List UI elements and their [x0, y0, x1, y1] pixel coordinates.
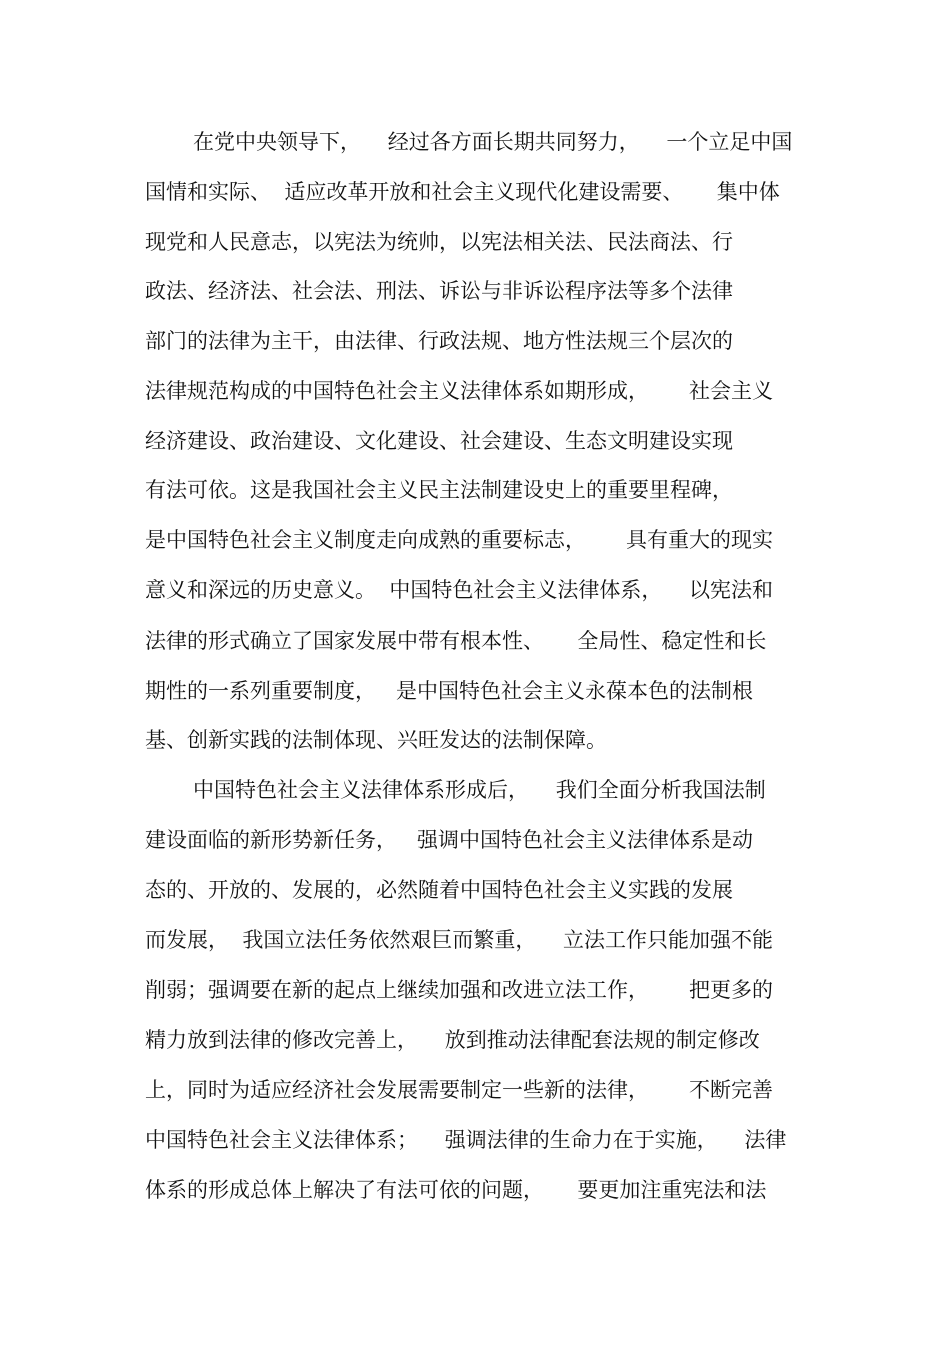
paragraph-1-line-8: 有法可依。这是我国社会主义民主法制建设史上的重要里程碑， — [145, 478, 733, 502]
paragraph-1-line-3: 现党和人民意志，以宪法为统帅，以宪法相关法、民法商法、行 — [145, 230, 733, 254]
paragraph-1-line-1: 在党中央领导下， 经过各方面长期共同努力， 一个立足中国 — [193, 130, 793, 154]
paragraph-1-line-12: 期性的一系列重要制度， 是中国特色社会主义永葆本色的法制根 — [145, 679, 754, 703]
paragraph-1-line-5: 部门的法律为主干，由法律、行政法规、地方性法规三个层次的 — [145, 329, 733, 353]
paragraph-1-line-6: 法律规范构成的中国特色社会主义法律体系如期形成， 社会主义 — [145, 379, 774, 403]
paragraph-1-line-4: 政法、经济法、社会法、刑法、诉讼与非诉讼程序法等多个法律 — [145, 279, 733, 303]
paragraph-2-line-6: 精力放到法律的修改完善上， 放到推动法律配套法规的制定修改 — [145, 1028, 760, 1052]
paragraph-2-line-5: 削弱；强调要在新的起点上继续加强和改进立法工作， 把更多的 — [145, 978, 774, 1002]
paragraph-2-line-4: 而发展， 我国立法任务依然艰巨而繁重， 立法工作只能加强不能 — [145, 928, 774, 952]
paragraph-1-line-10: 意义和深远的历史意义。 中国特色社会主义法律体系， 以宪法和 — [145, 578, 774, 602]
paragraph-1-line-11: 法律的形式确立了国家发展中带有根本性、 全局性、稳定性和长 — [145, 629, 767, 653]
paragraph-1-line-2: 国情和实际、 适应改革开放和社会主义现代化建设需要、 集中体 — [145, 180, 780, 204]
paragraph-2-line-1: 中国特色社会主义法律体系形成后， 我们全面分析我国法制 — [193, 778, 766, 802]
paragraph-2-line-7: 上，同时为适应经济社会发展需要制定一些新的法律， 不断完善 — [145, 1078, 774, 1102]
paragraph-1-line-9: 是中国特色社会主义制度走向成熟的重要标志， 具有重大的现实 — [145, 528, 774, 552]
paragraph-1-line-13: 基、创新实践的法制体现、兴旺发达的法制保障。 — [145, 728, 607, 752]
paragraph-2-line-9: 体系的形成总体上解决了有法可依的问题， 要更加注重宪法和法 — [145, 1178, 767, 1202]
paragraph-1-line-7: 经济建设、政治建设、文化建设、社会建设、生态文明建设实现 — [145, 429, 733, 453]
paragraph-2-line-8: 中国特色社会主义法律体系； 强调法律的生命力在于实施， 法律 — [145, 1128, 787, 1152]
paragraph-2-line-3: 态的、开放的、发展的，必然随着中国特色社会主义实践的发展 — [145, 878, 733, 902]
paragraph-2-line-2: 建设面临的新形势新任务， 强调中国特色社会主义法律体系是动 — [145, 828, 754, 852]
